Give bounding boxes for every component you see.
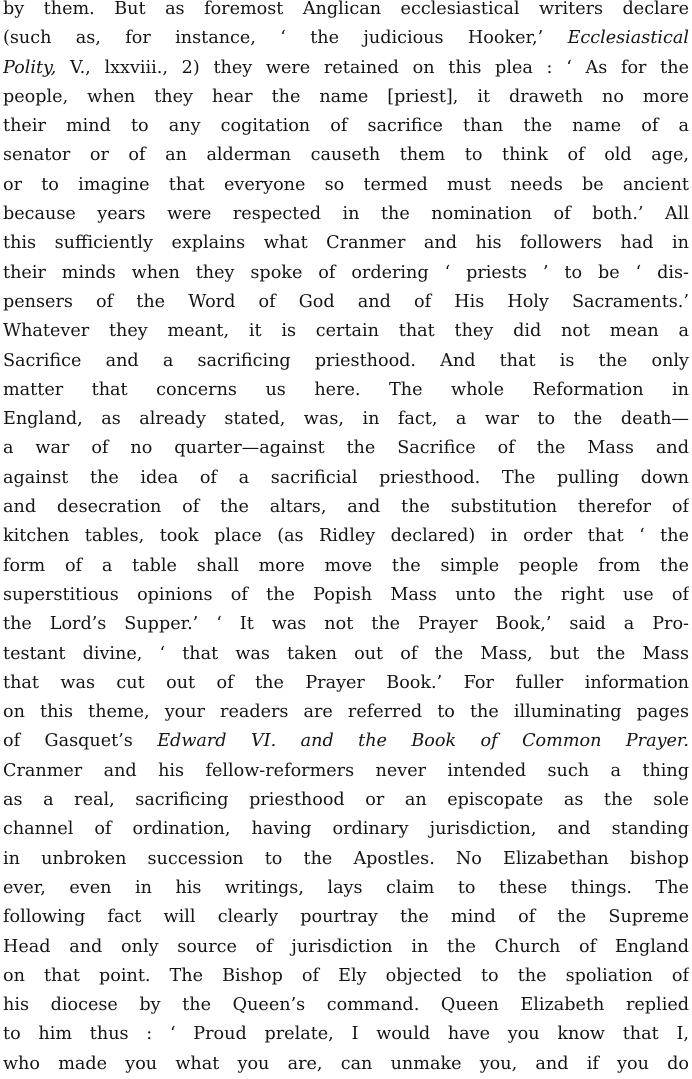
- text-segment: their minds when they spoke of ordering ‘ priests ’ to be ‘ dis-: [3, 262, 689, 283]
- text-line: [3, 141, 689, 170]
- text-line: [3, 581, 689, 610]
- text-segment: the Lord’s Supper.’ ‘ It was not the Prayer Book,’ said a Pro-: [3, 614, 689, 635]
- text-segment: channel of ordination, having ordinary jurisdiction, and standing: [3, 819, 689, 840]
- text-line: [3, 317, 689, 346]
- text-segment: to him thus : ‘ Proud prelate, I would have you know that I,: [3, 1024, 689, 1045]
- text-segment: who made you what you are, can unmake you, and if you do: [3, 1053, 689, 1074]
- text-line: [3, 1020, 689, 1049]
- text-line: [3, 815, 689, 844]
- text-segment: (such as, for instance, ‘ the judicious Hooker,’: [3, 28, 568, 49]
- text-line: [3, 757, 689, 786]
- text-segment: V., lxxviii., 2) they were retained on this plea : ‘ As for the: [56, 57, 689, 78]
- text-segment: on that point. The Bishop of Ely objected to the spoliation of: [3, 965, 689, 986]
- text-line: [3, 962, 689, 991]
- text-segment: against the idea of a sacrificial priesthood. The pulling down: [3, 467, 689, 488]
- text-segment: Whatever they meant, it is certain that they did not mean a: [3, 321, 689, 342]
- text-line: [3, 83, 689, 112]
- text-segment: England, as already stated, was, in fact, a war to the death—: [3, 409, 689, 430]
- text-line: [3, 669, 689, 698]
- text-line: [3, 610, 689, 639]
- italic-title: Edward VI. and the Book of Common Prayer.: [157, 731, 689, 752]
- text-line: [3, 347, 689, 376]
- text-line: [3, 698, 689, 727]
- text-segment: his diocese by the Queen’s command. Queen Elizabeth replied: [3, 995, 689, 1016]
- text-segment: and desecration of the altars, and the substitution therefor of: [3, 497, 689, 518]
- text-segment: testant divine, ‘ that was taken out of the Mass, but the Mass: [3, 643, 689, 664]
- text-line: [3, 903, 689, 932]
- text-segment: pensers of the Word of God and of His Holy Sacraments.’: [3, 291, 689, 312]
- text-line: [3, 786, 689, 815]
- text-line: [3, 522, 689, 551]
- text-segment: people, when they hear the name [priest], it draweth no more: [3, 86, 689, 107]
- document-page: [3, 0, 689, 1079]
- text-segment: Sacrifice and a sacrificing priesthood. And that is the only: [3, 350, 689, 371]
- italic-title: Ecclesiastical: [567, 28, 689, 49]
- text-line: [3, 1050, 689, 1079]
- text-line: [3, 874, 689, 903]
- text-segment: of Gasquet’s: [3, 731, 158, 752]
- text-line: [3, 552, 689, 581]
- text-line: [3, 933, 689, 962]
- text-segment: matter that concerns us here. The whole Reformation in: [3, 379, 689, 400]
- text-line: [3, 54, 689, 83]
- text-segment: Head and only source of jurisdiction in the Church of England: [3, 936, 689, 957]
- text-line: [3, 991, 689, 1020]
- text-segment: that was cut out of the Prayer Book.’ For fuller information: [3, 672, 689, 693]
- text-segment: following fact will clearly pourtray the mind of the Supreme: [3, 907, 689, 928]
- text-segment: as a real, sacrificing priesthood or an episcopate as the sole: [3, 790, 689, 811]
- text-segment: a war of no quarter—against the Sacrifice of the Mass and: [3, 438, 689, 459]
- text-segment: ever, even in his writings, lays claim to these things. The: [3, 877, 689, 898]
- text-segment: Cranmer and his fellow-reformers never intended such a thing: [3, 760, 689, 781]
- text-line: [3, 434, 689, 463]
- text-line: [3, 200, 689, 229]
- text-segment: in unbroken succession to the Apostles. No Elizabethan bishop: [3, 848, 689, 869]
- text-line: [3, 24, 689, 53]
- text-segment: their mind to any cogitation of sacrifice than the name of a: [3, 116, 689, 137]
- text-segment: senator or of an alderman causeth them to think of old age,: [3, 145, 689, 166]
- text-line: [3, 845, 689, 874]
- text-line: [3, 171, 689, 200]
- text-segment: because years were respected in the nomination of both.’ All: [3, 204, 689, 225]
- text-line: [3, 259, 689, 288]
- text-line: [3, 727, 689, 756]
- text-line: [3, 288, 689, 317]
- text-segment: form of a table shall more move the simple people from the: [3, 555, 689, 576]
- text-segment: on this theme, your readers are referred to the illuminating pages: [3, 702, 689, 723]
- text-segment: superstitious opinions of the Popish Mass unto the right use of: [3, 584, 689, 605]
- text-line: [3, 112, 689, 141]
- text-segment: by them. But as foremost Anglican ecclesiastical writers declare: [3, 0, 689, 19]
- text-line: [3, 0, 689, 24]
- text-segment: or to imagine that everyone so termed must needs be ancient: [3, 174, 689, 195]
- text-line: [3, 464, 689, 493]
- text-line: [3, 640, 689, 669]
- italic-title: Polity,: [3, 57, 57, 78]
- text-line: [3, 229, 689, 258]
- text-line: [3, 493, 689, 522]
- text-segment: this sufficiently explains what Cranmer and his followers had in: [3, 233, 689, 254]
- text-line: [3, 405, 689, 434]
- text-line: [3, 376, 689, 405]
- text-segment: kitchen tables, took place (as Ridley declared) in order that ‘ the: [3, 526, 689, 547]
